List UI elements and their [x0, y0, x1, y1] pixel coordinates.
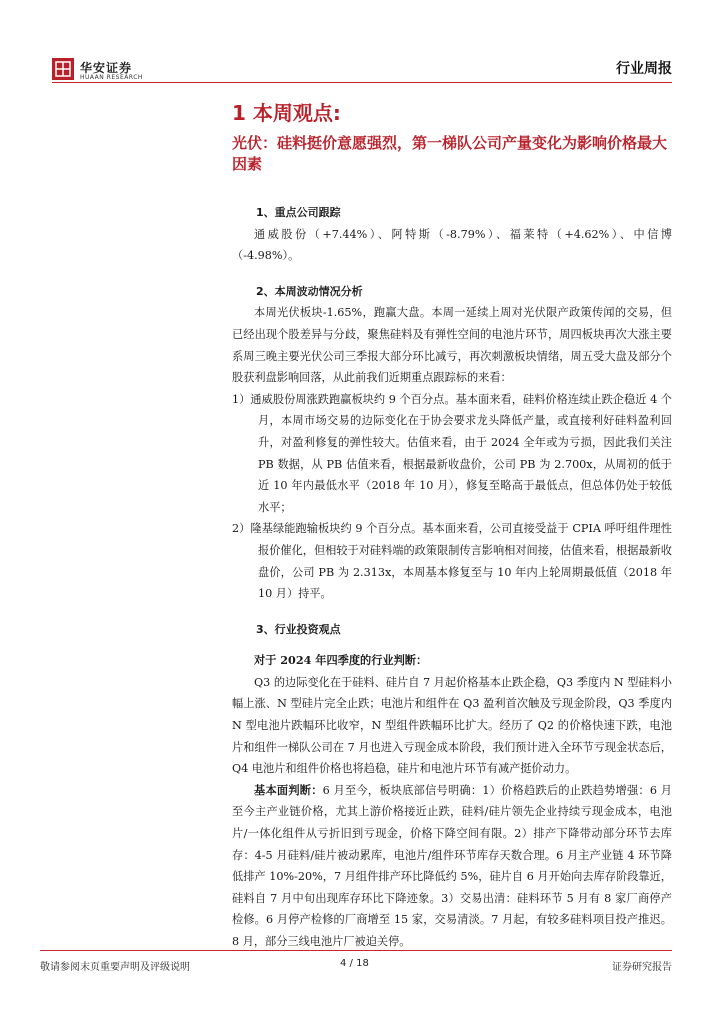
subsection-title-volatility: 2、本周波动情况分析: [256, 284, 363, 298]
footer-disclaimer: 敬请参阅末页重要声明及评级说明: [40, 962, 190, 973]
volatility-item-1: 1）通威股份周涨跌跑赢板块约 9 个百分点。基本面来看，硅料价格连续止跌企稳近 4 个月，本周市场交易的边际变化在于协会要求龙头降低产量，或直接利好硅料盈利回升，对盈利修复的弹性较大。估值来看，由于 2024 全年或为亏损，因此我们关注 PB 数据，从 PB 估值来看，根据最新收盘价，公司 PB 为 2.700x，从周初的低于近 10 年内最低水平（2018 年 10 月），修复至略高于最低点，但总体仍处于较低水平；: [232, 392, 672, 514]
report-type: 行业周报: [616, 61, 672, 77]
logo-name: 华安证券: [80, 61, 133, 75]
fundamental-judgement-lead: 基本面判断：: [254, 782, 323, 797]
logo-subtitle: HUAAN RESEARCH: [80, 74, 143, 81]
footer-divider: [40, 950, 672, 951]
volatility-item-2: 2）隆基绿能跑输板块约 9 个百分点。基本面来看，公司直接受益于 CPIA 呼吁组件理性报价催化，但相较于对硅料端的政策限制传言影响相对间接，估值来看，根据最新收盘价，公司 PB 为 2.313x，本周基本修复至与 10 年内上轮周期最低值（2018 年 10 月）持平。: [232, 522, 672, 601]
fundamental-judgement: [232, 780, 672, 953]
footer-brand: 证券研究报告: [612, 962, 672, 973]
company-logo-icon: [52, 58, 74, 80]
industry-judgement-body: Q3 的边际变化在于硅料、硅片自 7 月起价格基本止跌企稳，Q3 季度内 N 型硅料小幅上涨、N 型硅片完全止跌；电池片和组件在 Q3 盈利首次触及亏现金阶段，Q3 季度内 N 型电池片跌幅环比收窄，N 型组件跌幅环比扩大。经历了 Q2 的价格快速下跌，电池片和组件一梯队公司在 7 月也进入亏现金成本阶段，我们预计进入全环节亏现金状态后，Q4 电池片和组件价格也将趋稳，硅片和电池片环节有减产挺价动力。: [232, 675, 672, 776]
section-title: 1 本周观点:: [232, 101, 341, 125]
industry-judgement-title: 对于 2024 年四季度的行业判断：: [254, 653, 428, 668]
company-tracking-body: 通威股份（+7.44%）、阿特斯（-8.79%）、福莱特（+4.62%）、中信博（-4.98%）。: [232, 227, 672, 263]
subsection-title-company-tracking: 1、重点公司跟踪: [256, 206, 341, 219]
main-content: [232, 202, 672, 953]
page-number: 4 / 18: [340, 958, 369, 969]
subsection-title-investment-view: 3、行业投资观点: [256, 622, 341, 636]
fundamental-judgement-body: 6 月至今，板块底部信号明确：1）价格趋跌后的止跌趋势增强：6 月至今主产业链价格，尤其上游价格接近止跌，硅料/硅片领先企业持续亏现金成本，电池片/一体化组件从亏折旧到亏现金，价格下降空间有限。2）排产下降带动部分环节去库存：4-5 月硅料/硅片被动累库，电池片/组件环节库存天数合理。6 月主产业链 4 环节降低排产 10%-20%，7 月组件排产环比降低约 5%，硅片自 6 月开始向去库存阶段靠近，硅料自 7 月中旬出现库存环比下降迹象。3）交易出清：硅料环节 5 月有 8 家厂商停产检修。6 月停产检修的厂商增至 15 家，交易清淡。7 月起，有较多硅料项目投产推迟。8 月，部分三线电池片厂被迫关停。: [232, 783, 672, 948]
section-headline: 光伏：硅料挺价意愿强烈，第一梯队公司产量变化为影响价格最大因素: [232, 134, 668, 173]
volatility-intro: 本周光伏板块-1.65%，跑赢大盘。本周一延续上周对光伏限产政策传闻的交易，但已经出现个股差异与分歧，聚焦硅料及有弹性空间的电池片环节，周四板块再次大涨主要系周三晚主要光伏公司三季报大部分环比减亏，再次刺激板块情绪，周五受大盘及部分个股获利盘影响回落，从此前我们近期重点跟踪标的来看：: [232, 306, 672, 385]
header-divider: [52, 82, 672, 83]
